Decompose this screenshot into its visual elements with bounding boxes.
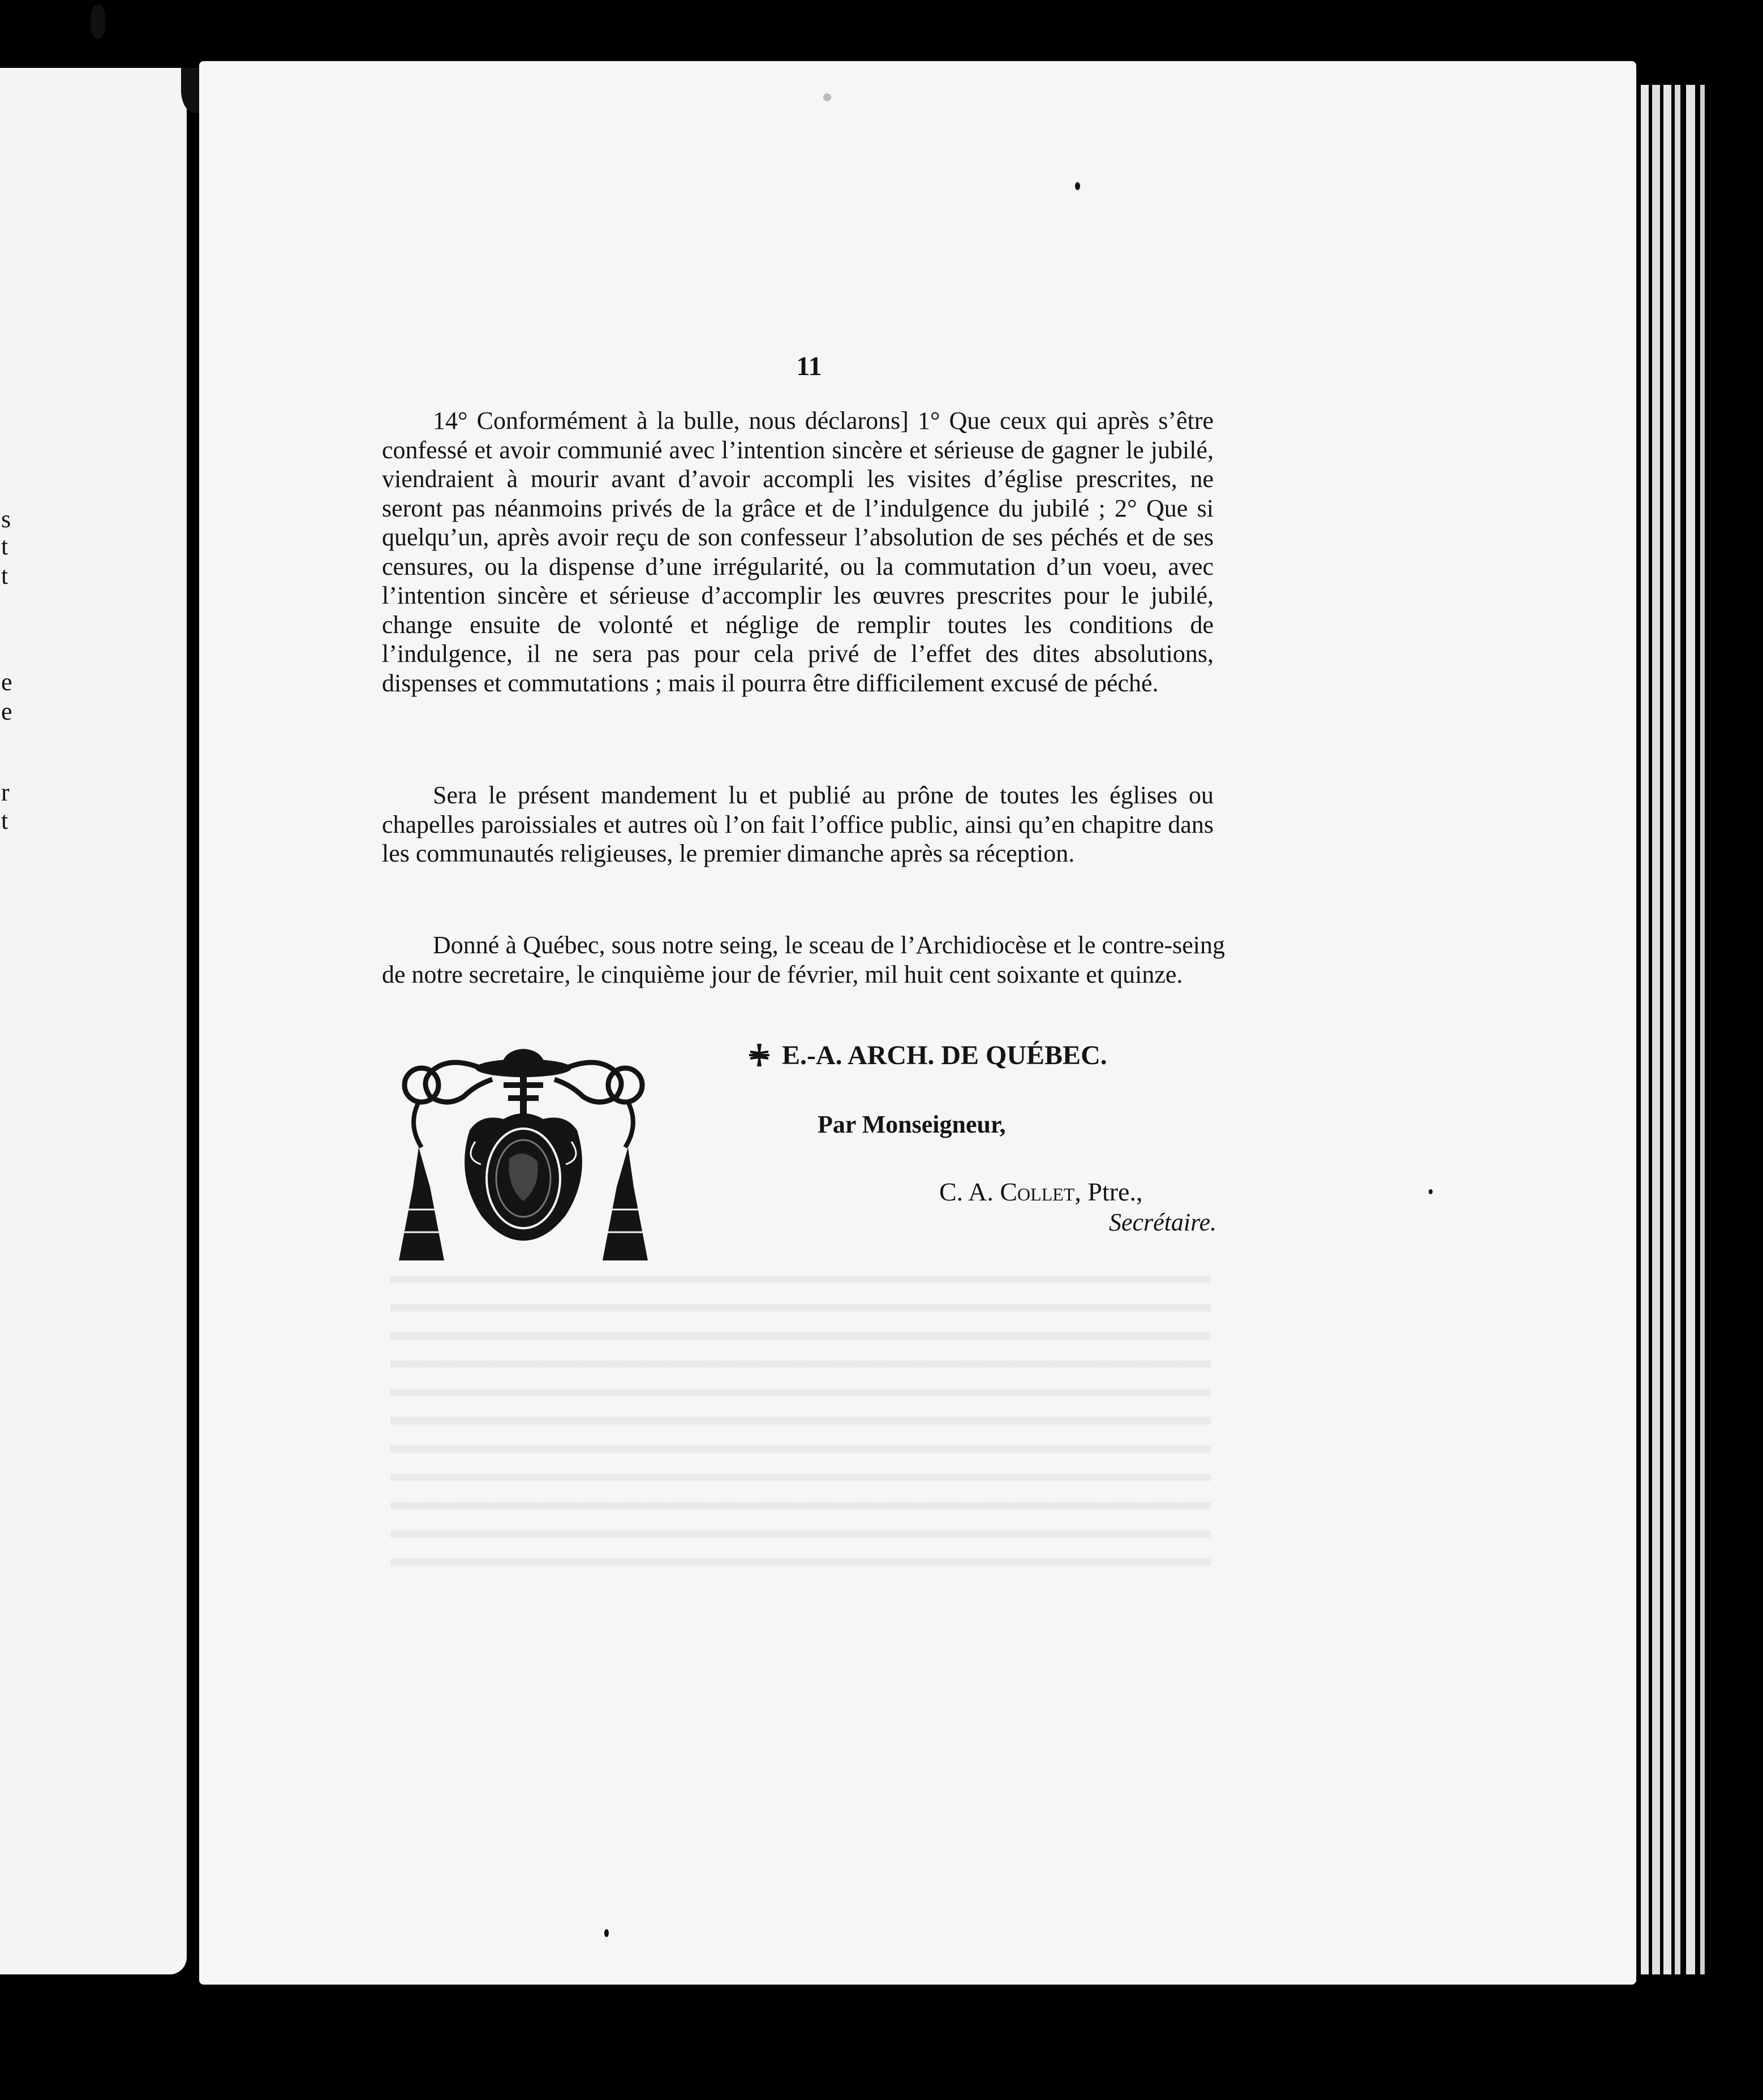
secretary-surname: Collet xyxy=(1000,1177,1075,1206)
edge-letter: t xyxy=(1,532,8,560)
archbishop-signature xyxy=(747,1040,1107,1071)
signature-text: E.-A. ARCH. DE QUÉBEC. xyxy=(782,1040,1107,1070)
paragraph-publication-order xyxy=(382,781,1214,868)
page-edge xyxy=(1686,85,1695,1974)
secretary-initials: C. A. xyxy=(939,1177,1000,1206)
speck xyxy=(604,1929,609,1937)
edge-letter: e xyxy=(1,698,12,725)
show-through-text xyxy=(390,1256,1211,1573)
edge-letter: e xyxy=(1,668,12,696)
edge-letter: s xyxy=(1,505,11,533)
paragraph-jubilee-declaration xyxy=(382,406,1214,698)
left-page-edge-text xyxy=(0,68,17,1974)
page-edge xyxy=(1675,85,1680,1974)
edge-letter: r xyxy=(1,778,10,806)
page-edge xyxy=(1652,85,1660,1974)
main-page xyxy=(199,61,1636,1985)
page-edge xyxy=(1663,85,1671,1974)
speck xyxy=(1429,1189,1433,1194)
paragraph-text: 14° Conformément à la bulle, nous déclarons] 1° Que ceux qui après s’être confessé et avoir communié avec l’intention sincère et sérieuse de gagner le jubilé, viendraient à mourir avant d’avoir accompli les visites d’église prescrites, ne seront pas néanmoins privés de la grâce et de l’indulgence du jubilé ; 2° Que si quelqu’un, après avoir reçu de son confesseur l’absolution de ses péchés et de ses censures, ou la dispense d’une irrégularité, ou la commutation d’un voeu, avec l’intention sincère et sérieuse d’accomplir les œuvres prescrites pour le jubilé, change ensuite de volonté et néglige de remplir toutes les conditions de l’indulgence, il ne sera pas pour cela privé de l’effet des dites absolutions, dispenses et commutations ; mais il pourra être difficilement excusé de péché. xyxy=(382,407,1214,697)
speck xyxy=(1075,182,1080,190)
page-number: 11 xyxy=(796,351,822,381)
paragraph-text: Donné à Québec, sous notre seing, le sceau de l’Archidiocèse et le contre-seing de notre secretaire, le cinquième jour de février, mil huit cent soixante et quinze. xyxy=(382,931,1225,988)
edge-letter: t xyxy=(1,807,8,834)
cross-pattee-icon xyxy=(747,1043,772,1068)
by-monseigneur-line: Par Monseigneur, xyxy=(818,1111,1006,1138)
edge-letter: t xyxy=(1,562,8,589)
paragraph-text: Sera le présent mandement lu et publié au prône de toutes les églises ou chapelles paroissiales et autres où l’on fait l’office public, ainsi qu’en chapitre dans les communautés religieuses, le premier dimanche après sa réception. xyxy=(382,781,1214,867)
speck xyxy=(823,93,831,101)
page-edge xyxy=(1700,85,1705,1974)
secretary-title: Secrétaire. xyxy=(1109,1208,1217,1236)
secretary-name xyxy=(939,1177,1142,1207)
binding-mark xyxy=(91,5,105,38)
coat-of-arms-icon xyxy=(396,1045,651,1260)
secretary-suffix: , Ptre., xyxy=(1074,1177,1143,1206)
paragraph-given-at-quebec xyxy=(382,931,1225,989)
left-page-fragment xyxy=(0,68,187,1974)
page-edge xyxy=(1641,85,1649,1974)
